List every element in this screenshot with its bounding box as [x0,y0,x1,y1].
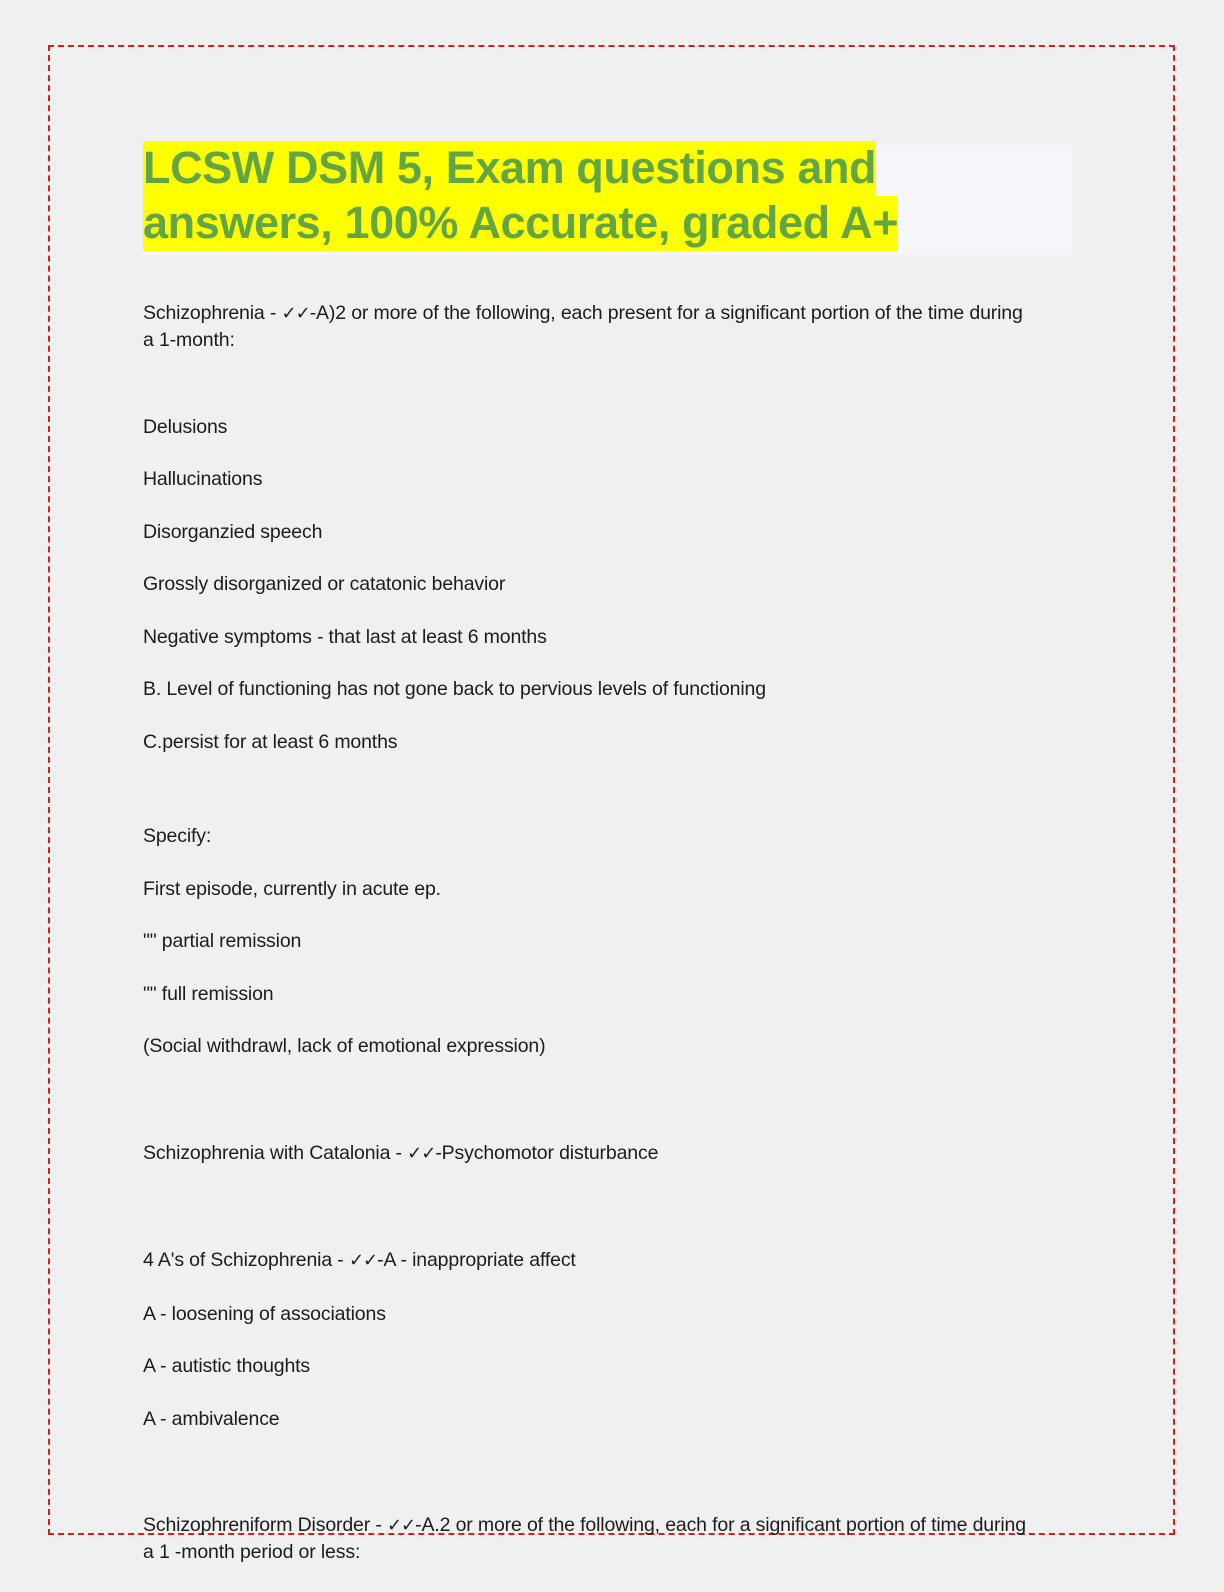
qa-catalonia-answer: -Psychomotor disturbance [435,1141,659,1164]
list-item: Disorganzied speech [143,520,323,543]
document-body [143,300,1043,1565]
list-item: B. Level of functioning has not gone back to pervious levels of functioning [143,678,766,700]
list-item: (Social withdrawl, lack of emotional expression) [143,1035,546,1057]
qa-schizophreniform [143,1512,1033,1565]
qa-schizophreniform-answer: -A.2 or more of the following, each for a significant portion of time during a 1 -month period or less: [143,1514,1026,1563]
page-title-line-2: answers, 100% Accurate, graded A+ [143,196,898,251]
page-title-line-1: LCSW DSM 5, Exam questions and [143,141,876,196]
specify-label: Specify: [143,825,212,847]
list-item: Negative symptoms - that last at least 6 months [143,625,547,648]
qa-schizophreniform-term: Schizophreniform Disorder - [143,1514,387,1536]
list-item: First episode, currently in acute ep. [143,877,441,900]
list-item: A - loosening of associations [143,1302,386,1325]
spacer [143,1086,1043,1140]
list-item: "" full remission [143,982,274,1005]
check-mark-icon: ✓✓ [348,1250,378,1271]
qa-schizophrenia-term: Schizophrenia - [143,302,282,324]
qa-four-as-answer: -A - inappropriate affect [377,1249,576,1271]
list-item: A - autistic thoughts [143,1355,311,1377]
qa-catalonia [143,1140,1043,1167]
qa-four-as [143,1247,1043,1274]
check-mark-icon: ✓✓ [386,1515,416,1536]
qa-catalonia-term: Schizophrenia with Catalonia - [143,1141,408,1164]
qa-schizophrenia [143,300,1033,353]
qa-four-as-term: 4 A's of Schizophrenia - [143,1249,349,1271]
spacer [143,781,1043,823]
check-mark-icon: ✓✓ [281,303,310,324]
spacer [143,380,1043,414]
list-item: Hallucinations [143,468,263,490]
document-content [143,140,1043,1592]
check-mark-icon: ✓✓ [407,1142,436,1164]
list-item: Delusions [143,415,228,438]
list-item: C.persist for at least 6 months [143,730,398,753]
list-item: A - ambivalence [143,1407,280,1430]
page-title [143,140,973,250]
qa-schizophrenia-answer: -A)2 or more of the following, each present for a significant portion of the time during a 1-month: [143,302,1023,351]
list-item: Grossly disorganized or catatonic behavior [143,573,506,595]
spacer [143,1193,1043,1247]
list-item: "" partial remission [143,930,302,952]
spacer [143,1458,1043,1512]
